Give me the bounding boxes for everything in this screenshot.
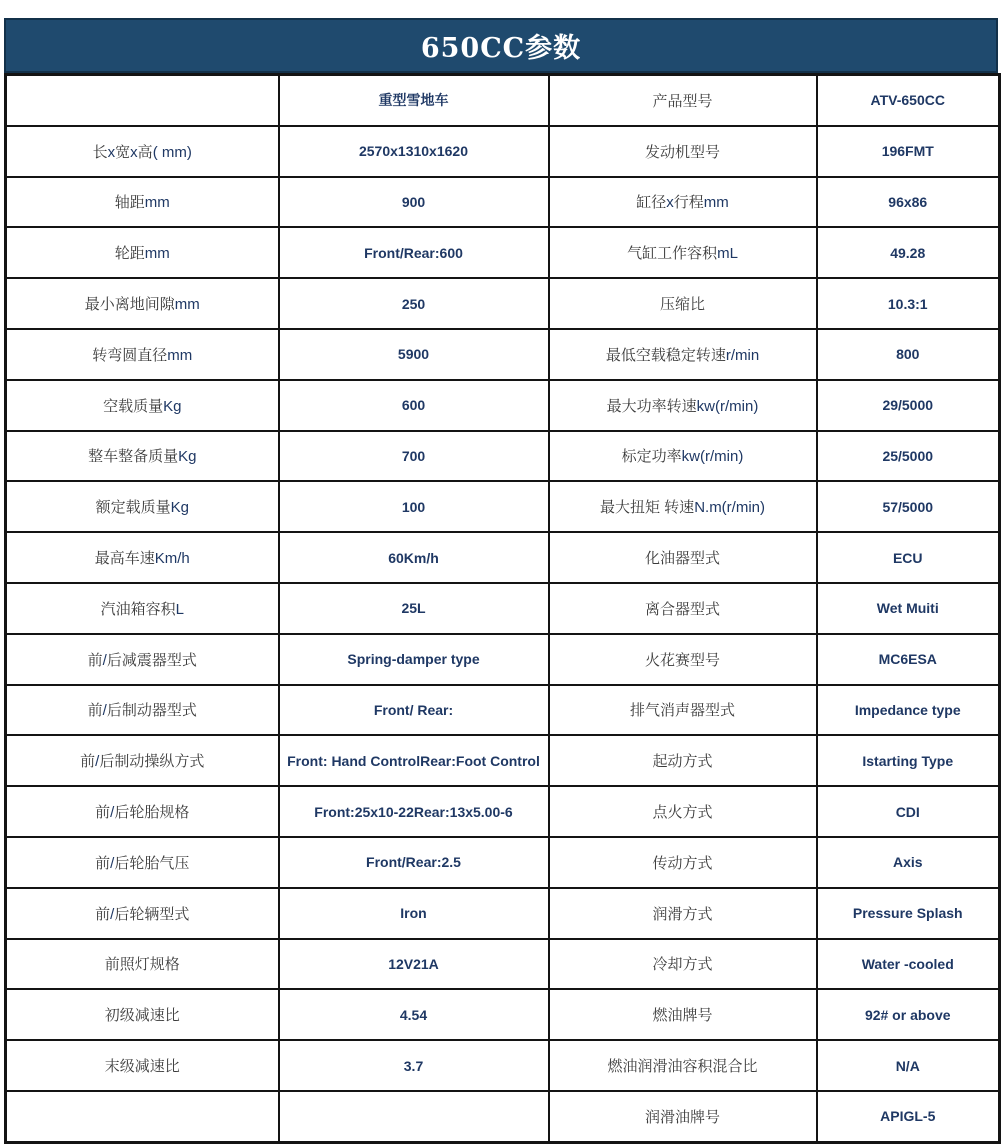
cell-text: Wet Muiti — [876, 600, 939, 617]
spec-label-cell — [549, 786, 817, 837]
cell-text-fragment: 前 — [80, 753, 96, 771]
spec-value-cell — [817, 1091, 1000, 1142]
spec-value-cell — [279, 786, 549, 837]
cell-text: 4.54 — [399, 1006, 428, 1023]
cell-text: 900 — [401, 193, 426, 210]
table-row — [6, 227, 1000, 278]
spec-value-cell — [817, 786, 1000, 837]
cell-text — [652, 750, 712, 771]
cell-text: 29/5000 — [882, 397, 934, 414]
table-row — [6, 532, 1000, 583]
cell-text — [95, 547, 190, 568]
spec-label-cell — [549, 278, 817, 329]
spec-label-cell — [549, 227, 817, 278]
spec-label-cell — [549, 583, 817, 634]
cell-text — [607, 1055, 757, 1076]
cell-text-fragment: 燃油牌号 — [652, 1007, 713, 1025]
spec-value-cell — [279, 837, 549, 888]
cell-text: 5900 — [397, 346, 430, 363]
spec-label-cell — [549, 380, 817, 431]
spec-label-cell — [6, 888, 279, 939]
spec-value-cell — [279, 431, 549, 482]
spec-value-cell — [279, 989, 549, 1040]
cell-text: 10.3:1 — [887, 295, 928, 312]
spec-label-cell — [6, 1040, 279, 1091]
cell-text-fragment: / — [110, 854, 115, 872]
spec-label-cell — [6, 735, 279, 786]
cell-text — [600, 496, 765, 517]
cell-text — [630, 699, 735, 720]
cell-text-fragment: 空载质量 — [103, 397, 164, 415]
cell-text-fragment: mm — [144, 245, 170, 263]
spec-label-cell — [6, 786, 279, 837]
table-row — [6, 278, 1000, 329]
cell-text — [95, 852, 189, 873]
cell-text: Spring-damper type — [347, 651, 480, 668]
spec-label-cell — [549, 1091, 817, 1142]
cell-text-fragment: 最高车速 — [94, 550, 155, 568]
cell-text-fragment: 传动方式 — [652, 854, 713, 872]
cell-text-fragment: 润滑油牌号 — [644, 1108, 720, 1126]
cell-text-fragment: 转速 — [664, 499, 695, 517]
spec-value-cell — [279, 532, 549, 583]
cell-text: Front/ Rear: — [373, 701, 454, 718]
spec-value-cell — [279, 939, 549, 990]
cell-text-fragment: / — [95, 753, 100, 771]
cell-text-fragment: 最小离地间隙 — [84, 296, 175, 314]
cell-text-fragment: 缸径 — [636, 194, 667, 212]
cell-text-fragment: 额定载质量 — [95, 499, 171, 517]
spec-label-cell — [549, 685, 817, 736]
cell-text: 100 — [401, 498, 426, 515]
cell-text-fragment: 轮距 — [114, 245, 145, 263]
cell-text-fragment: L — [175, 600, 184, 618]
cell-text — [85, 293, 200, 314]
cell-text-fragment: 最低空载稳定转速 — [605, 346, 726, 364]
cell-text-fragment: / — [102, 702, 107, 720]
cell-text-fragment: Kg — [178, 448, 197, 466]
spec-value-cell — [817, 685, 1000, 736]
spec-label-cell — [6, 329, 279, 380]
table-title-bar — [4, 18, 998, 73]
cell-text: Front/Rear:600 — [364, 244, 463, 261]
cell-text: CDI — [895, 803, 920, 820]
cell-text: APIGL-5 — [880, 1108, 936, 1125]
cell-text: 600 — [401, 397, 426, 414]
table-row — [6, 177, 1000, 228]
cell-text-fragment: mm — [167, 346, 193, 364]
cell-text: Front:25x10-22Rear:13x5.00-6 — [314, 803, 513, 820]
cell-text-fragment: 标定功率 — [621, 448, 682, 466]
table-row — [6, 75, 1000, 126]
table-row — [6, 380, 1000, 431]
cell-text: 60Km/h — [388, 549, 439, 566]
spec-value-cell — [279, 126, 549, 177]
spec-value-cell — [279, 888, 549, 939]
cell-text: ATV-650CC — [870, 92, 945, 109]
cell-text-fragment: 后轮辆型式 — [114, 905, 190, 923]
spec-value-cell — [279, 685, 549, 736]
cell-text-fragment: 后轮胎气压 — [114, 854, 190, 872]
spec-value-cell — [817, 431, 1000, 482]
cell-text-fragment: 化油器型式 — [644, 550, 720, 568]
spec-value-cell — [817, 329, 1000, 380]
cell-text: MC6ESA — [878, 651, 937, 668]
cell-text-fragment: mL — [717, 245, 738, 263]
table-row — [6, 939, 1000, 990]
table-row — [6, 837, 1000, 888]
table-row — [6, 735, 1000, 786]
spec-label-cell — [6, 532, 279, 583]
cell-text — [645, 141, 720, 162]
cell-text — [101, 598, 184, 619]
cell-text: Iron — [400, 905, 427, 922]
cell-text — [606, 344, 759, 365]
cell-text: 25/5000 — [882, 447, 934, 464]
cell-text — [105, 1055, 180, 1076]
table-row — [6, 634, 1000, 685]
cell-text — [645, 547, 720, 568]
cell-text — [88, 699, 197, 720]
cell-text-fragment: x — [107, 143, 116, 161]
spec-label-cell — [6, 75, 279, 126]
cell-text: Front/Rear:2.5 — [366, 854, 461, 871]
cell-text — [627, 242, 738, 263]
cell-text-fragment: 汽油箱容积 — [100, 600, 176, 618]
spec-value-cell — [817, 126, 1000, 177]
cell-text-fragment: 气缸工作容积 — [627, 245, 718, 263]
cell-text-fragment: / — [110, 804, 115, 822]
cell-text: 196FMT — [881, 143, 934, 160]
cell-text-fragment: 行程 — [673, 194, 704, 212]
spec-value-cell — [817, 481, 1000, 532]
cell-text: 250 — [401, 295, 426, 312]
cell-text — [645, 1106, 720, 1127]
cell-text — [645, 649, 720, 670]
cell-text — [652, 852, 712, 873]
cell-text — [652, 903, 712, 924]
spec-label-cell — [549, 989, 817, 1040]
cell-text-fragment: 最大功率转速 — [606, 397, 697, 415]
table-row — [6, 583, 1000, 634]
cell-text-fragment: r/min — [725, 346, 760, 364]
spec-label-cell — [549, 431, 817, 482]
spec-value-cell — [817, 75, 1000, 126]
spec-label-cell — [6, 1091, 279, 1142]
spec-label-cell — [6, 227, 279, 278]
cell-text: N/A — [895, 1057, 920, 1074]
table-row — [6, 1040, 1000, 1091]
cell-text — [115, 242, 170, 263]
cell-text — [88, 649, 197, 670]
cell-text-fragment: 前照灯规格 — [104, 956, 180, 974]
spec-value-cell — [279, 1040, 549, 1091]
cell-text: 49.28 — [890, 244, 926, 261]
cell-text-fragment: 点火方式 — [652, 804, 713, 822]
spec-label-cell — [549, 532, 817, 583]
cell-text-fragment: 后制动操纵方式 — [99, 753, 205, 771]
spec-label-cell — [549, 939, 817, 990]
table-row — [6, 685, 1000, 736]
cell-text: Impedance type — [854, 701, 961, 718]
cell-text: Pressure Splash — [852, 905, 963, 922]
cell-text-fragment: 前 — [95, 854, 111, 872]
spec-value-cell — [817, 380, 1000, 431]
spec-value-cell — [279, 735, 549, 786]
spec-label-cell — [549, 126, 817, 177]
spec-label-cell — [6, 939, 279, 990]
cell-text — [105, 1004, 180, 1025]
spec-label-cell — [6, 431, 279, 482]
cell-text-fragment: / — [110, 905, 115, 923]
cell-text-fragment: 离合器型式 — [644, 600, 720, 618]
table-row — [6, 431, 1000, 482]
cell-text-fragment: 润滑方式 — [652, 905, 713, 923]
table-row — [6, 786, 1000, 837]
cell-text-fragment: kw(r/min) — [681, 448, 744, 466]
cell-text: Water -cooled — [861, 955, 954, 972]
table-row — [6, 989, 1000, 1040]
cell-text-fragment: 后制动器型式 — [106, 702, 197, 720]
spec-value-cell — [817, 278, 1000, 329]
spec-label-cell — [6, 685, 279, 736]
spec-label-cell — [549, 1040, 817, 1091]
spec-label-cell — [6, 177, 279, 228]
cell-text: Front: Hand ControlRear:Foot Control — [287, 752, 540, 769]
cell-text — [622, 445, 744, 466]
spec-value-cell — [279, 481, 549, 532]
spec-value-cell — [279, 583, 549, 634]
cell-text-fragment: Km/h — [154, 550, 190, 568]
cell-text-fragment: 排气消声器型式 — [629, 702, 735, 720]
cell-text-fragment: 后减震器型式 — [106, 651, 197, 669]
cell-text-fragment: 前 — [95, 804, 111, 822]
cell-text-fragment: 长 — [92, 143, 108, 161]
spec-label-cell — [6, 380, 279, 431]
spec-value-cell — [817, 989, 1000, 1040]
cell-text-fragment: mm — [703, 194, 729, 212]
spec-value-cell — [279, 380, 549, 431]
spec-value-cell — [279, 1091, 549, 1142]
cell-text-fragment: 燃油润滑油容积混合比 — [607, 1058, 758, 1076]
spec-label-cell — [6, 481, 279, 532]
cell-text: Axis — [892, 854, 923, 871]
cell-text-fragment: 产品型号 — [652, 92, 713, 110]
cell-text-fragment: 前 — [87, 651, 103, 669]
cell-text-fragment: 高 — [137, 143, 153, 161]
spec-value-cell — [817, 227, 1000, 278]
cell-text-fragment: 冷却方式 — [652, 956, 713, 974]
cell-text — [652, 1004, 712, 1025]
cell-text — [103, 395, 181, 416]
spec-label-cell — [549, 481, 817, 532]
spec-table-body — [6, 75, 1000, 1143]
cell-text — [652, 953, 712, 974]
cell-text — [607, 395, 759, 416]
spec-value-cell — [817, 583, 1000, 634]
spec-sheet — [4, 18, 998, 1144]
cell-text-fragment: mm — [174, 296, 200, 314]
table-row — [6, 1091, 1000, 1142]
cell-text — [105, 953, 180, 974]
cell-text — [88, 445, 196, 466]
spec-label-cell — [6, 126, 279, 177]
spec-label-cell — [6, 989, 279, 1040]
cell-text-fragment: 前 — [87, 702, 103, 720]
cell-text-fragment: Kg — [170, 499, 189, 517]
cell-text — [80, 750, 204, 771]
cell-text-fragment: kw(r/min) — [696, 397, 759, 415]
table-title: 650CC参数 — [420, 33, 582, 64]
cell-text-fragment: / — [102, 651, 107, 669]
spec-label-cell — [549, 75, 817, 126]
cell-text — [96, 496, 189, 517]
cell-text-fragment: x — [666, 194, 674, 212]
spec-table — [4, 73, 1001, 1144]
cell-text: 12V21A — [388, 955, 439, 972]
spec-label-cell — [6, 278, 279, 329]
cell-text: 3.7 — [403, 1057, 424, 1074]
cell-text-fragment: 整车整备质量 — [88, 448, 179, 466]
cell-text — [95, 801, 189, 822]
spec-label-cell — [6, 583, 279, 634]
spec-value-cell — [817, 735, 1000, 786]
cell-text-fragment: 后轮胎规格 — [114, 804, 190, 822]
spec-label-cell — [549, 329, 817, 380]
spec-label-cell — [6, 837, 279, 888]
spec-value-cell — [817, 837, 1000, 888]
spec-value-cell — [817, 939, 1000, 990]
cell-text-fragment: 宽 — [115, 143, 131, 161]
spec-value-cell — [817, 177, 1000, 228]
table-row — [6, 126, 1000, 177]
spec-value-cell — [817, 1040, 1000, 1091]
spec-value-cell — [817, 634, 1000, 685]
cell-text-fragment: 发动机型号 — [644, 143, 720, 161]
cell-text: 96x86 — [888, 193, 928, 210]
cell-text-fragment: 转弯圆直径 — [92, 346, 168, 364]
cell-text-fragment: Kg — [163, 397, 182, 415]
cell-text: 重型雪地车 — [378, 92, 449, 109]
cell-text — [660, 293, 705, 314]
cell-text — [652, 90, 712, 111]
cell-text-fragment: 初级减速比 — [104, 1007, 180, 1025]
cell-text-fragment: ( mm) — [152, 143, 192, 161]
table-row — [6, 888, 1000, 939]
cell-text-fragment: N.m(r/min) — [694, 499, 766, 517]
spec-label-cell — [549, 888, 817, 939]
cell-text-fragment: mm — [144, 194, 170, 212]
cell-text: 2570x1310x1620 — [358, 143, 468, 160]
cell-text: 92# or above — [864, 1006, 951, 1023]
cell-text-fragment: 起动方式 — [652, 753, 713, 771]
cell-text-fragment: 轴距 — [114, 194, 145, 212]
cell-text: ECU — [892, 549, 923, 566]
cell-text-fragment: 最大扭矩 — [599, 499, 660, 517]
spec-value-cell — [279, 634, 549, 685]
spec-value-cell — [279, 75, 549, 126]
cell-text-fragment: 火花赛型号 — [644, 651, 720, 669]
cell-text — [636, 191, 729, 212]
cell-text-fragment: 压缩比 — [659, 296, 705, 314]
spec-value-cell — [279, 227, 549, 278]
cell-text — [652, 801, 712, 822]
cell-text-fragment: x — [130, 143, 138, 161]
spec-value-cell — [279, 177, 549, 228]
cell-text: 57/5000 — [882, 498, 934, 515]
table-row — [6, 329, 1000, 380]
spec-value-cell — [817, 532, 1000, 583]
cell-text — [93, 141, 192, 162]
cell-text: Istarting Type — [862, 752, 954, 769]
cell-text: 25L — [401, 600, 426, 617]
cell-text: 800 — [896, 346, 920, 363]
table-row — [6, 481, 1000, 532]
spec-label-cell — [549, 634, 817, 685]
spec-value-cell — [279, 329, 549, 380]
spec-label-cell — [549, 735, 817, 786]
cell-text-fragment: 前 — [95, 905, 111, 923]
spec-label-cell — [549, 837, 817, 888]
cell-text — [92, 344, 192, 365]
cell-text — [95, 903, 189, 924]
cell-text — [115, 191, 170, 212]
spec-value-cell — [817, 888, 1000, 939]
cell-text — [645, 598, 720, 619]
spec-label-cell — [6, 634, 279, 685]
cell-text: 700 — [401, 447, 426, 464]
cell-text-fragment: 末级减速比 — [104, 1058, 180, 1076]
spec-value-cell — [279, 278, 549, 329]
spec-label-cell — [549, 177, 817, 228]
